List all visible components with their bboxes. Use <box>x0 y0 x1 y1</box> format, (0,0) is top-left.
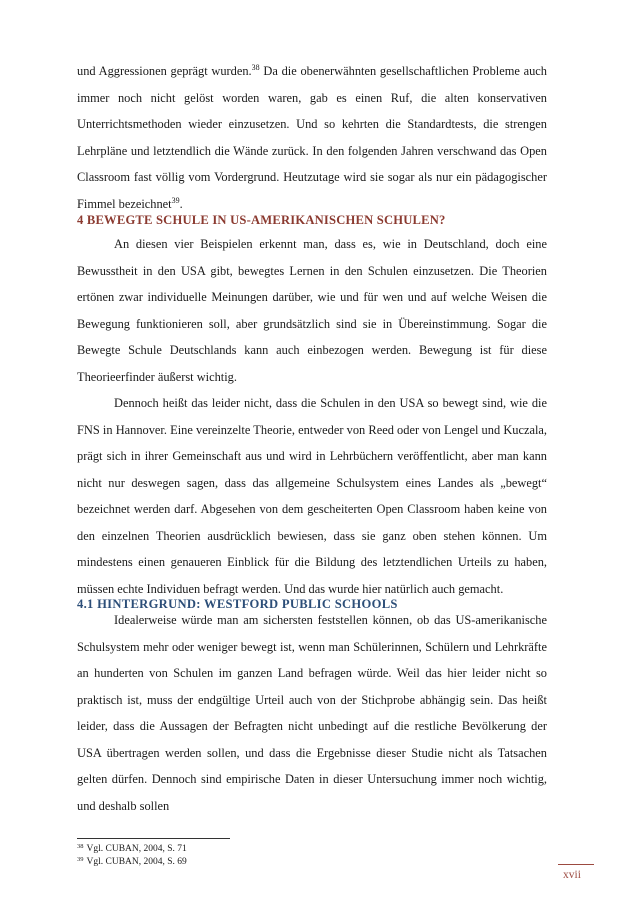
paragraph-continued <box>77 58 547 217</box>
paragraph-text: und Aggressionen geprägt wurden. <box>77 64 252 78</box>
footnote-39 <box>77 856 187 869</box>
footnote-number: 38 <box>77 843 84 850</box>
paragraph-text: Da die obenerwähnten gesellschaftlichen Probleme auch immer noch nicht gelöst worden waren, gab es einen Ruf, die alten konservativen Unterrichtsmethoden wieder einzusetzen. Und so kehrten die Standardtests, die strengen Lehrpläne und letztendlich die Wände zurück. In den folgenden Jahren verschwand das Open Classroom fast völlig vom Vordergrund. Heutzutage wird sie sogar als nur ein pädagogischer Fimmel bezeichnet <box>77 64 548 211</box>
section-heading-4-1: 4.1 HINTERGRUND: WESTFORD PUBLIC SCHOOLS <box>77 597 398 611</box>
section-heading-4: 4 BEWEGTE SCHULE IN US-AMERIKANISCHEN SCHULEN? <box>77 213 446 227</box>
footnote-divider <box>77 838 230 839</box>
footnotes <box>77 843 187 869</box>
footnote-ref-38[interactable]: 38 <box>251 63 260 72</box>
paragraph: Dennoch heißt das leider nicht, dass die Schulen in den USA so bewegt sind, wie die FNS in Hannover. Eine vereinzelte Theorie, entweder von Reed oder von Lengel und Kuczala, prägt sich in ihrer Gemeinschaft aus und wird in Lehrbüchern veröffentlicht, aber man kann nicht nur deswegen sagen, dass das allgemeine Schulsystem eines Landes als „bewegt“ bezeichnet werden darf. Abgesehen von dem gescheiterten Open Classroom haben keine von den einzelnen Theorien ausdrücklich bewiesen, dass sie ganz oben stehen können. Um mindestens einen genaueren Einblick für die Bildung des letztendlichen Urteils zu haben, müssen echte Individuen befragt werden. Und das wurde hier natürlich auch gemacht. <box>77 396 547 596</box>
footnote-text: Vgl. CUBAN, 2004, S. 71 <box>86 844 187 854</box>
paragraph: An diesen vier Beispielen erkennt man, dass es, wie in Deutschland, doch eine Bewusstheit in den USA gibt, bewegtes Lernen in den Schulen einzusetzen. Die Theorien ertönen zwar individuelle Meinungen darüber, wie und für wen und auf welche Weisen die Bewegung funktionieren soll, aber grundsätzlich sind sie in Übereinstimmung. Sogar die Bewegte Schule Deutschlands kann auch einbezogen werden. Bewegung ist für diese Theorieerfinder äußerst wichtig. <box>77 237 547 384</box>
paragraph-text-end: . <box>179 196 183 211</box>
section-4-1-body <box>77 607 547 819</box>
page-number: xvii <box>563 869 581 881</box>
page-number-rule <box>558 864 594 865</box>
paragraph: Idealerweise würde man am sichersten feststellen können, ob das US-amerikanische Schulsystem mehr oder weniger bewegt ist, wenn man Schülerinnen, Schülern und Lehrkräfte an hunderten von Schulen im ganzen Land befragen würde. Weil das hier leider nicht so praktisch ist, muss der endgültige Urteil auch von der Stichprobe abhängig sein. Das heißt leider, dass die Aussagen der Befragten nicht unbedingt auf die restliche Bevölkerung der USA übertragen werden sollen, und dass die Ergebnisse dieser Studie nicht als Tatsachen gelten dürfen. Dennoch sind empirische Daten in dieser Untersuchung immer noch wichtig, und deshalb sollen <box>77 613 547 813</box>
footnote-text: Vgl. CUBAN, 2004, S. 69 <box>86 857 187 867</box>
footnote-38 <box>77 843 187 856</box>
footnote-number: 39 <box>77 856 84 863</box>
footnote-ref-39[interactable]: 39 <box>171 195 180 205</box>
section-4-body <box>77 231 547 602</box>
